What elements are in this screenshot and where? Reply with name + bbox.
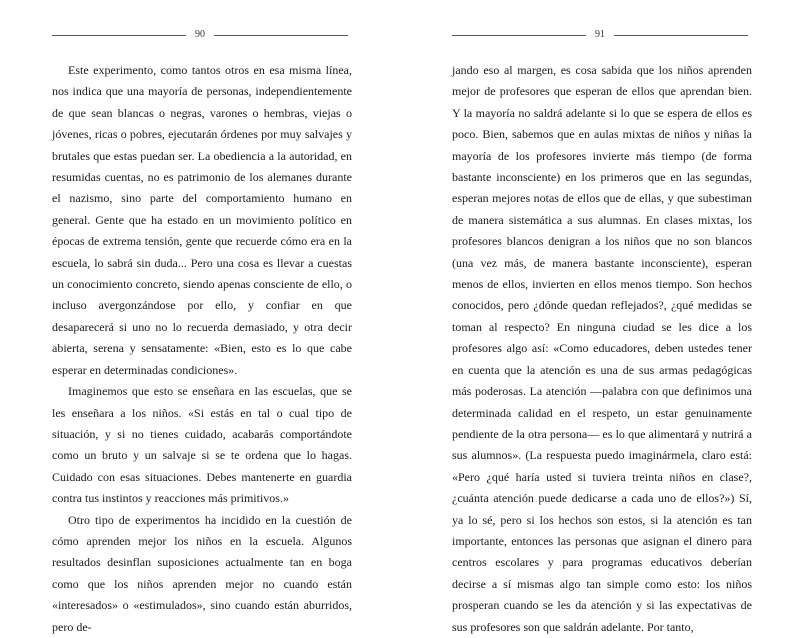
- right-page-text: [452, 60, 752, 638]
- folio-rule-right: [614, 35, 748, 36]
- left-page: [0, 0, 400, 634]
- folio-rule-right: [214, 35, 348, 36]
- page-number-left: 90: [195, 29, 205, 40]
- folio-rule-left: [52, 35, 186, 36]
- paragraph: jando eso al margen, es cosa sabida que los niños aprenden mejor de profesores que esperan de ellos que aprendan bien. Y la mayoría no saldrá adelante si lo que se espera de ellos es poco. Bien, sabemos que en aulas mixtas de niños y niñas la mayoría de los profesores invierte más tiempo (de forma bastante inconsciente) en los primeros que en las segundas, esperan mejores notas de ellos que de ellas, y que subestiman de manera sistemática a sus alumnas. En clases mixtas, los profesores blancos denigran a los niños que no son blancos (una vez más, de manera bastante inconsciente), esperan menos de ellos, invierten en ellos menos tiempo. Son hechos conocidos, pero ¿dónde quedan reflejados?, ¿qué medidas se toman al respecto? En ninguna ciudad se les dice a los profesores algo así: «Como educadores, deben ustedes tener en cuenta que la atención es una de sus armas pedagógicas más poderosas. La atención —palabra con que definimos una determinada calidad en el respeto, un estar genuinamente pendiente de la otra persona— es lo que alimentará y nutrirá a sus alumnos». (La respuesta puedo imaginármela, claro está: «Pero ¿qué haría usted si tuviera treinta niños en clase?, ¿cuánta atención puede dedicarse a cada uno de ellos?») Sí, ya lo sé, pero si los hechos son estos, si la atención es tan importante, entonces las personas que asignan el dinero para centros escolares y para programas educativos deberían decirse a sí mismas algo tan simple como esto: los niños prosperan cuando se les da atención y si las expectativas de sus profesores son que saldrán adelante. Por tanto,: [452, 63, 752, 634]
- folio-rule-left: [452, 35, 586, 36]
- paragraph: Otro tipo de experimentos ha incidido en la cuestión de cómo aprenden mejor los niños en la escuela. Algunos resultados desinflan suposiciones actualmente tan en boga como que los niños aprenden mejor no cuando están «interesados» o «estimulados», sino cuando están aburridos, pero de-: [52, 512, 352, 634]
- paragraph: Imaginemos que esto se enseñara en las escuelas, que se les enseñara a los niños. «Si estás en tal o cual tipo de situación, y si no tienes cuidado, acabarás comportándote como un bruto y un salvaje si se te ordena que lo hagas. Cuidado con esas situaciones. Debes mantenerte en guardia contra tus instintos y reacciones más primitivos.»: [52, 384, 352, 506]
- right-folio: [452, 28, 748, 42]
- paragraph: Este experimento, como tantos otros en esa misma línea, nos indica que una mayoría de personas, independientemente de que sean blancas o negras, varones o hembras, viejas o jóvenes, ricas o pobres, ejecutarán órdenes por muy salvajes y brutales que estas puedan ser. La obediencia a la autoridad, en resumidas cuentas, no es patrimonio de los alemanes durante el nazismo, sino parte del comportamiento humano en general. Gente que ha estado en un movimiento político en épocas de extrema tensión, gente que recuerde cómo era en la escuela, lo sabrá sin duda... Pero una cosa es llevar a cuestas un conocimiento concreto, siendo apenas consciente de ello, o incluso avergonzándose por ello, y confiar en que desaparecerá si uno no lo recuerda demasiado, y otra decir abierta, serena y sensatamente: «Bien, esto es lo que cabe esperar en determinadas condiciones».: [52, 63, 352, 377]
- right-page: [400, 0, 800, 634]
- left-page-text: [52, 60, 352, 638]
- left-folio: [52, 28, 348, 42]
- page-number-right: 91: [595, 29, 605, 40]
